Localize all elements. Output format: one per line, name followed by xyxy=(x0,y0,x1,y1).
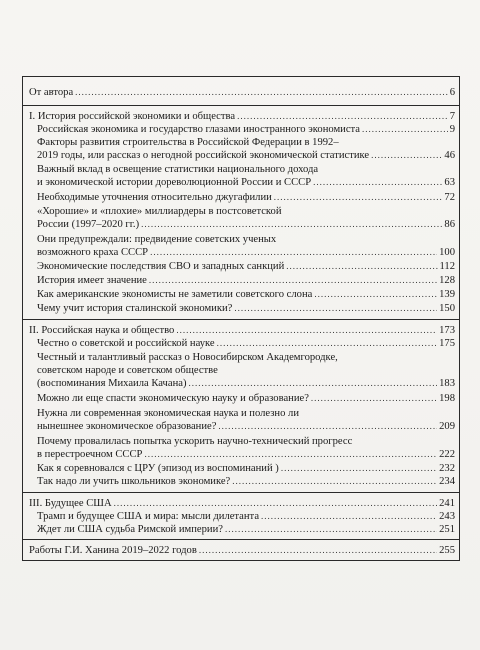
toc-entry[interactable]: Они предупреждали: предвидение советских ученых возможного краха СССР ..... 100 xyxy=(37,233,455,259)
toc-entry[interactable]: Можно ли еще спасти экономическую науку и образование? ..... 198 xyxy=(37,392,455,405)
toc-entry[interactable]: История имеет значение ..... 128 xyxy=(37,274,455,287)
toc-entry[interactable]: Честно о советской и российской науке ..... 175 xyxy=(37,337,455,350)
toc-section-3-heading[interactable]: III. Будущее США ..... 241 xyxy=(29,497,455,510)
toc-entry[interactable]: Ждет ли США судьба Римской империи? ..... 251 xyxy=(37,523,455,536)
toc-entry[interactable]: Нужна ли современная экономическая наука и полезно ли нынешнее экономическое образование? ..... 209 xyxy=(37,407,455,433)
toc-entry[interactable]: Почему провалилась попытка ускорить научно-технический прогресс в перестроечном СССР ..... 222 xyxy=(37,435,455,461)
toc-entry[interactable]: Так надо ли учить школьников экономике? ..... 234 xyxy=(37,475,455,488)
section-divider xyxy=(23,492,459,493)
toc-entry[interactable]: «Хорошие» и «плохие» миллиардеры в постсоветской России (1997–2020 гг.) ..... 86 xyxy=(37,205,455,231)
toc-entry[interactable]: Как американские экономисты не заметили советского слона ..... 139 xyxy=(37,288,455,301)
toc-entry[interactable]: Экономические последствия СВО и западных санкций ..... 112 xyxy=(37,260,455,273)
section-divider xyxy=(23,319,459,320)
toc-entry[interactable]: Важный вклад в освещение статистики национального дохода и экономической истории дореволюционной России и СССР ..... 63 xyxy=(37,163,455,189)
toc-entry[interactable]: Чему учит история сталинской экономики? ..... 150 xyxy=(37,302,455,315)
toc-entry-works[interactable]: Работы Г.И. Ханина 2019–2022 годов ..... 255 xyxy=(29,544,455,557)
section-divider xyxy=(23,105,459,106)
toc-entry[interactable]: Российская экономика и государство глазами иностранного экономиста ..... 9 xyxy=(37,123,455,136)
toc-section-1-heading[interactable]: I. История российской экономики и общества ..... 7 xyxy=(29,110,455,123)
toc-entry[interactable]: Честный и талантливый рассказ о Новосибирском Академгородке, советском народе и советском обществе (воспоминания Михаила Качана) ..... 183 xyxy=(37,351,455,390)
toc-entry[interactable]: Факторы развития строительства в Российской Федерации в 1992– 2019 годы, или рассказ о негодной российской экономической статистике ..... 46 xyxy=(37,136,455,162)
toc-entry-title: От автора xyxy=(29,87,74,98)
toc-entry-preface[interactable] xyxy=(29,86,455,99)
toc-section-2-heading[interactable]: II. Российская наука и общество ..... 173 xyxy=(29,324,455,337)
section-divider xyxy=(23,539,459,540)
toc-entry-page: 6 xyxy=(449,87,455,98)
toc-entry[interactable]: Необходимые уточнения относительно джугафилии ..... 72 xyxy=(37,191,455,204)
toc-entry[interactable]: Трамп и будущее США и мира: мысли дилетанта ..... 243 xyxy=(37,510,455,523)
toc-entry[interactable]: Как я соревновался с ЦРУ (эпизод из воспоминаний ) ..... 232 xyxy=(37,462,455,475)
table-of-contents xyxy=(22,76,460,561)
